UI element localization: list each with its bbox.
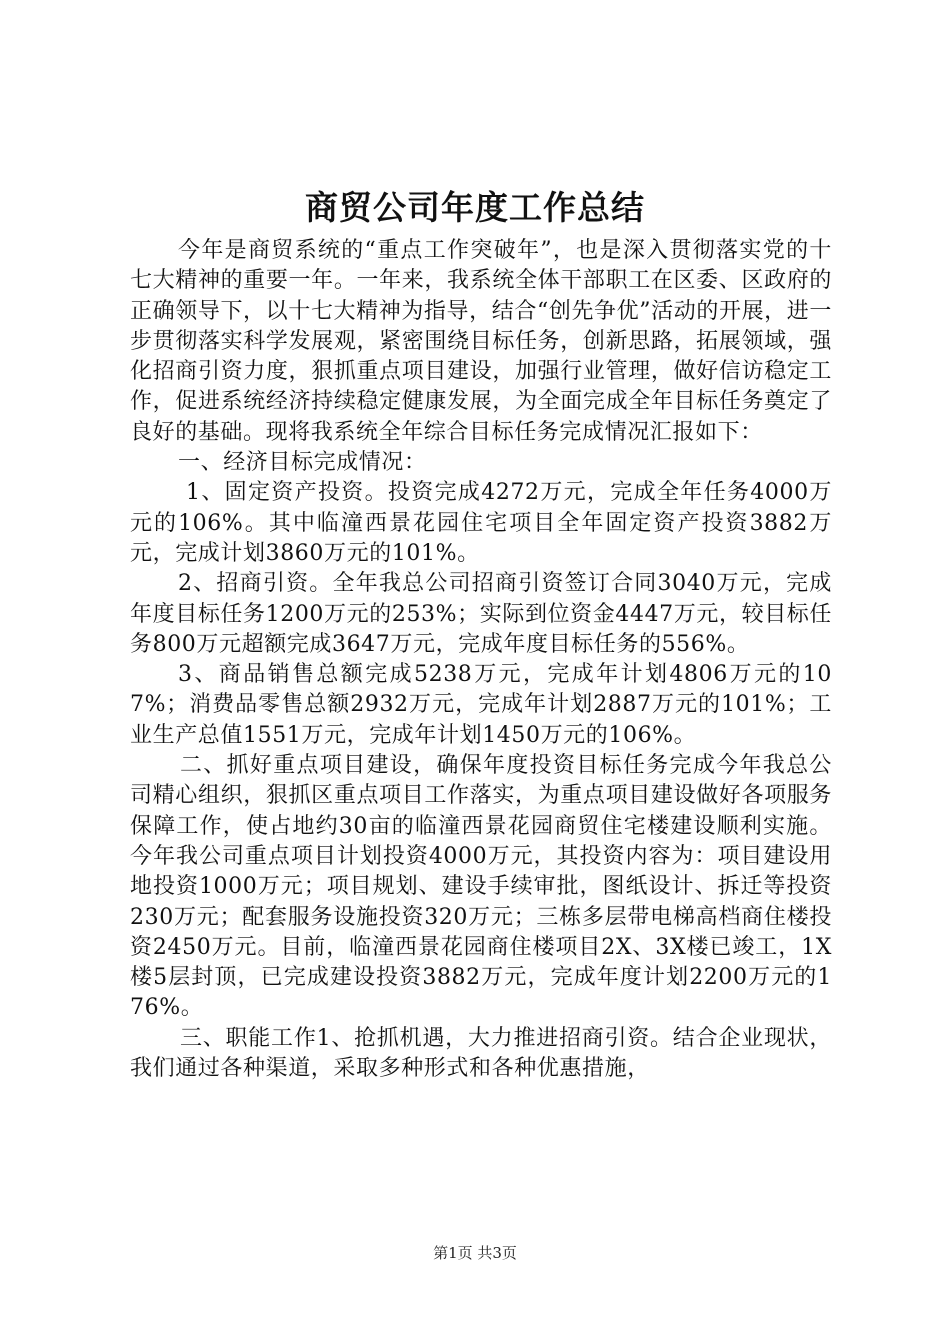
page-footer: 第1页 共3页 xyxy=(433,1244,517,1262)
paragraph-investment-attraction: 2、招商引资。全年我总公司招商引资签订合同3040万元，完成年度目标任务1200万元的253%；实际到位资金4447万元，较目标任务800万元超额完成3647万元，完成年度目标任务的556%。 xyxy=(130,571,832,657)
paragraph-intro: 今年是商贸系统的“重点工作突破年”，也是深入贯彻落实党的十七大精神的重要一年。一年来，我系统全体干部职工在区委、区政府的正确领导下，以十七大精神为指导，结合“创先争优”活动的开展，进一步贯彻落实科学发展观，紧密围绕目标任务，创新思路，拓展领域，强化招商引资力度，狠抓重点项目建设，加强行业管理，做好信访稳定工作，促进系统经济持续稳定健康发展，为全面完成全年目标任务奠定了良好的基础。现将我系统全年综合目标任务完成情况汇报如下： xyxy=(130,238,832,445)
document-body xyxy=(130,236,832,1084)
paragraph-functional-work: 三、职能工作1、抢抓机遇，大力推进招商引资。结合企业现状，我们通过各种渠道，采取多种形式和各种优惠措施， xyxy=(130,1025,832,1082)
document-title: 商贸公司年度工作总结 xyxy=(305,188,645,227)
section-heading-economic-targets: 一、经济目标完成情况： xyxy=(178,450,427,476)
paragraph-fixed-asset-investment: 1、固定资产投资。投资完成4272万元，完成全年任务4000万元的106%。其中临潼西景花园住宅项目全年固定资产投资3882万元，完成计划3860万元的101%。 xyxy=(130,480,832,566)
paragraph-sales-totals: 3、商品销售总额完成5238万元，完成年计划4806万元的107%；消费品零售总额2932万元，完成年计划2887万元的101%；工业生产总值1551万元，完成年计划1450万元的106%。 xyxy=(130,662,832,748)
paragraph-key-projects: 二、抓好重点项目建设，确保年度投资目标任务完成今年我总公司精心组织，狠抓区重点项目工作落实，为重点项目建设做好各项服务保障工作，使占地约30亩的临潼西景花园商贸住宅楼建设顺利实施。今年我公司重点项目计划投资4000万元，其投资内容为：项目建设用地投资1000万元；项目规划、建设手续审批，图纸设计、拆迁等投资230万元；配套服务设施投资320万元；三栋多层带电梯高档商住楼投资2450万元。目前，临潼西景花园商住楼项目2X、3X楼已竣工，1X楼5层封顶，已完成建设投资3882万元，完成年度计划2200万元的176%。 xyxy=(130,753,832,1021)
